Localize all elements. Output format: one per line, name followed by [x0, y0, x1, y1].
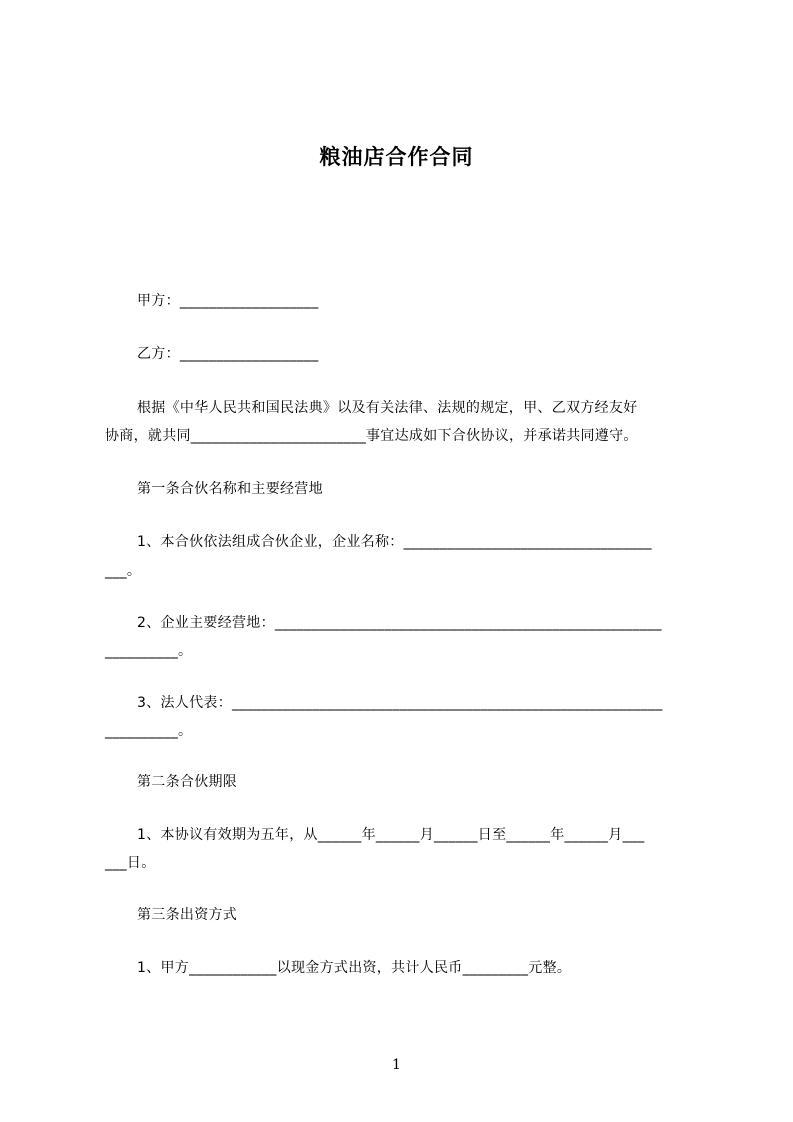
- page-number: 1: [392, 1057, 401, 1073]
- article-1-item-1-line-1: 1、本合伙依法组成合伙企业，企业名称：__________________________________: [137, 534, 652, 550]
- preamble-line-2: 协商，就共同________________________事宜达成如下合伙协议，并承诺共同遵守。: [105, 428, 638, 444]
- article-1-item-2-line-2: __________。: [105, 643, 193, 659]
- article-2-item-1-line-2: ___日。: [105, 855, 156, 871]
- party-a-line: 甲方：___________________: [137, 293, 319, 309]
- article-1-item-3-line-2: __________。: [105, 723, 193, 739]
- article-1-item-3-line-1: 3、法人代表：___________________________________________________________: [137, 695, 663, 711]
- article-3-heading: 第三条出资方式: [137, 907, 238, 923]
- preamble-line-1: 根据《中华人民共和国民法典》以及有关法律、法规的规定，甲、乙双方经友好: [137, 400, 638, 416]
- party-b-line: 乙方：___________________: [137, 346, 319, 362]
- article-2-item-1-line-1: 1、本协议有效期为五年，从______年______月______日至______年______月___: [137, 827, 645, 843]
- article-1-item-2-line-1: 2、企业主要经营地：_____________________________________________________: [137, 615, 662, 631]
- document-title: 粮油店合作合同: [319, 145, 474, 169]
- article-3-item-1-line-1: 1、甲方____________以现金方式出资，共计人民币_________元整。: [137, 960, 572, 976]
- article-1-heading: 第一条合伙名称和主要经营地: [137, 481, 323, 497]
- article-2-heading: 第二条合伙期限: [137, 774, 238, 790]
- article-1-item-1-line-2: ___。: [105, 563, 142, 579]
